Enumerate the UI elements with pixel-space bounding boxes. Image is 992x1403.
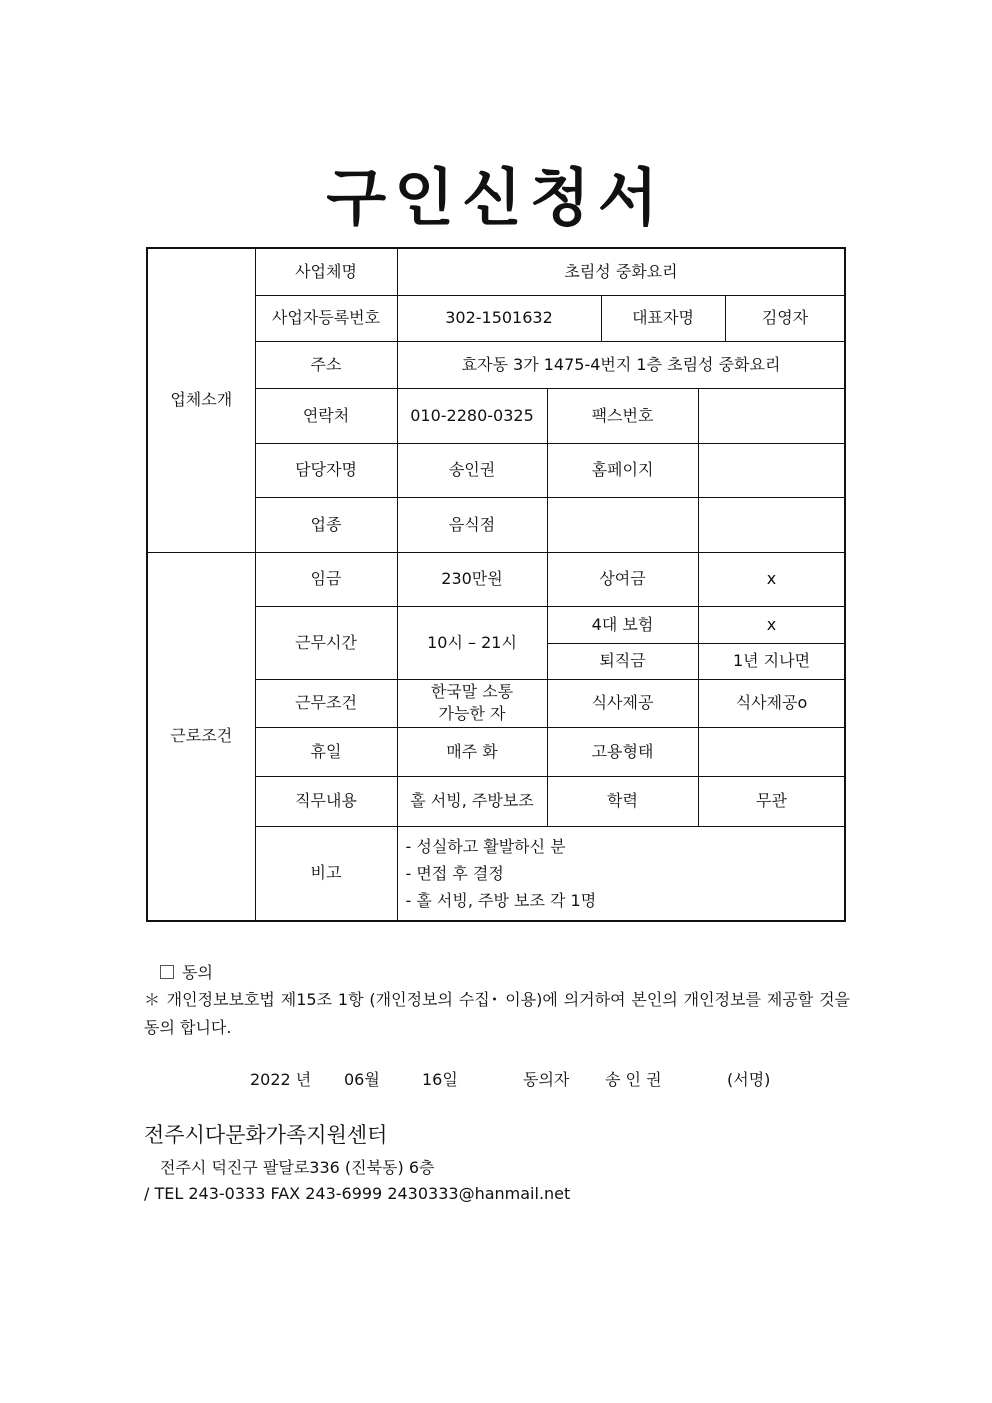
label-holiday: 휴일	[255, 727, 397, 776]
value-meal: 식사제공o	[698, 679, 845, 727]
notes-content	[397, 826, 845, 921]
agreer-name: 송 인 권	[605, 1070, 662, 1089]
label-manager: 담당자명	[255, 443, 397, 497]
work-conditions-line2: 가능한 자	[438, 704, 506, 723]
consent-checkbox-row[interactable]	[144, 960, 850, 986]
label-severance: 퇴직금	[547, 643, 698, 679]
sign-year: 2022 년	[250, 1070, 312, 1089]
label-duty: 직무내용	[255, 776, 397, 826]
consent-checkbox-label: 동의	[182, 963, 213, 982]
section-conditions: 근로조건	[147, 552, 255, 921]
consent-checkbox[interactable]	[160, 965, 174, 979]
label-address: 주소	[255, 341, 397, 388]
value-address: 효자동 3가 1475-4번지 1층 초림성 중화요리	[397, 341, 845, 388]
value-insurance: x	[698, 606, 845, 643]
label-industry: 업종	[255, 497, 397, 552]
sign-day: 16일	[422, 1070, 458, 1089]
organization-address	[144, 1155, 570, 1207]
label-hours: 근무시간	[255, 606, 397, 679]
value-holiday: 매주 화	[397, 727, 547, 776]
label-bonus: 상여금	[547, 552, 698, 606]
address-line1: 전주시 덕진구 팔달로336 (진북동) 6층	[160, 1158, 435, 1177]
label-ceo: 대표자명	[601, 295, 725, 341]
consent-section	[144, 960, 850, 1042]
note-line: - 성실하고 활발하신 분	[405, 836, 566, 856]
sign-month: 06월	[344, 1070, 380, 1089]
application-form-table	[146, 247, 846, 922]
label-contact: 연락처	[255, 388, 397, 443]
label-education: 학력	[547, 776, 698, 826]
section-notes: 비고	[255, 826, 397, 921]
agreer-label: 동의자	[523, 1070, 570, 1089]
label-wage: 임금	[255, 552, 397, 606]
label-work-conditions: 근무조건	[255, 679, 397, 727]
work-conditions-line1: 한국말 소통	[430, 682, 514, 701]
note-line: - 면접 후 결정	[405, 863, 504, 883]
label-homepage: 홈페이지	[547, 443, 698, 497]
label-fax: 팩스번호	[547, 388, 698, 443]
value-bonus: x	[698, 552, 845, 606]
label-registration-number: 사업자등록번호	[255, 295, 397, 341]
organization-name: 전주시다문화가족지원센터	[144, 1123, 388, 1147]
value-severance: 1년 지나면	[698, 643, 845, 679]
value-duty: 홀 서빙, 주방보조	[397, 776, 547, 826]
value-contact: 010-2280-0325	[397, 388, 547, 443]
value-company-name: 초림성 중화요리	[397, 248, 845, 295]
label-insurance: 4대 보험	[547, 606, 698, 643]
blank-cell	[547, 497, 698, 552]
value-manager: 송인권	[397, 443, 547, 497]
row-company-name	[147, 248, 845, 295]
label-employment: 고용형태	[547, 727, 698, 776]
value-wage: 230만원	[397, 552, 547, 606]
signature-label: (서명)	[727, 1070, 771, 1089]
value-ceo: 김영자	[725, 295, 845, 341]
label-meal: 식사제공	[547, 679, 698, 727]
row-wage	[147, 552, 845, 606]
page-title: 구인신청서	[326, 161, 666, 234]
value-homepage	[698, 443, 845, 497]
value-hours: 10시 – 21시	[397, 606, 547, 679]
consent-law-text: ＊ 개인정보보호법 제15조 1항 (개인정보의 수집･ 이용)에 의거하여 본인의 개인정보를 제공할 것을 동의 합니다.	[144, 990, 850, 1037]
value-employment	[698, 727, 845, 776]
blank-cell	[698, 497, 845, 552]
address-line2: / TEL 243-0333 FAX 243-6999 2430333@hanmail.net	[144, 1184, 571, 1203]
value-work-conditions	[397, 679, 547, 727]
section-company: 업체소개	[147, 248, 255, 552]
value-registration-number: 302-1501632	[397, 295, 601, 341]
value-industry: 음식점	[397, 497, 547, 552]
value-education: 무관	[698, 776, 845, 826]
value-fax	[698, 388, 845, 443]
label-company-name: 사업체명	[255, 248, 397, 295]
note-line: - 홀 서빙, 주방 보조 각 1명	[405, 890, 597, 910]
